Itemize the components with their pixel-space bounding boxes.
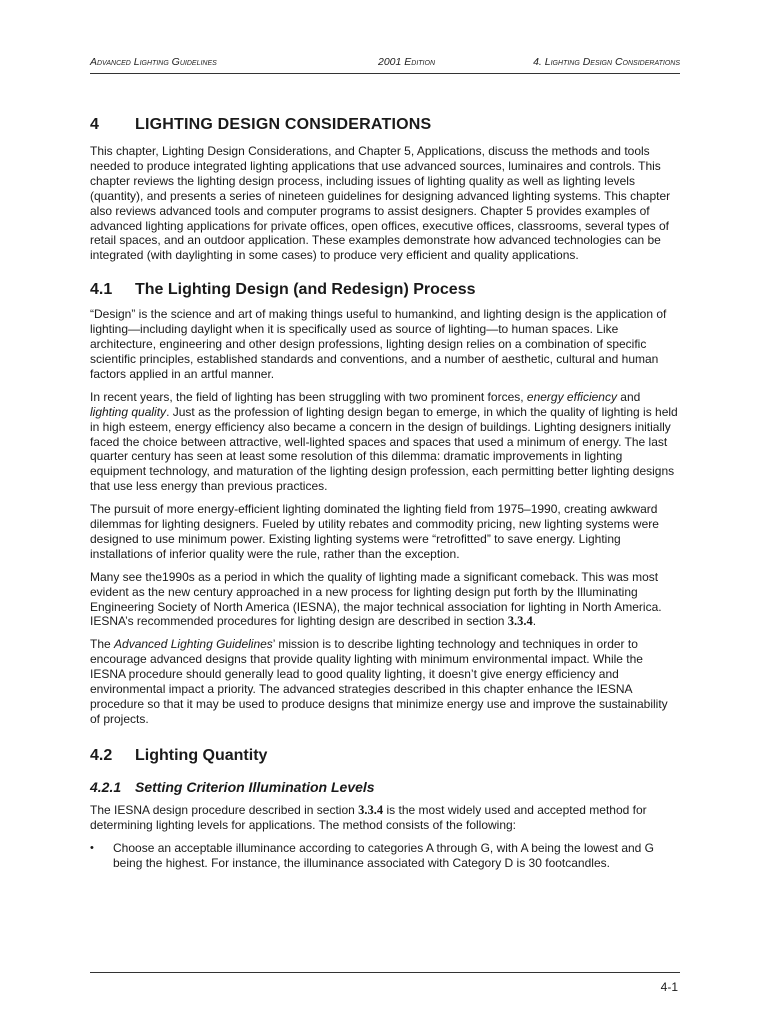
paragraph-design-definition: “Design” is the science and art of making things useful to humankind, and lighting design is the application of lighting—including daylight when it is specifically used as source of lighting—to human spaces. Like architecture, engineering and other design professions, lighting design relies on a combination of specific scientific principles, established standards and conventions, and a number of aesthetic, cultural and human factors applied in an artful manner.: [90, 307, 667, 381]
list-item-text: Choose an acceptable illuminance according to categories A through G, with A being the lowest and G being the highest. For instance, the illuminance associated with Category D is 30 footcandles.: [113, 840, 655, 870]
header-book-title: Advanced Lighting Guidelines: [90, 56, 217, 68]
chapter-number: 4: [90, 116, 100, 133]
footer-divider: [90, 972, 680, 973]
chapter-intro-paragraph: This chapter, Lighting Design Considerations, and Chapter 5, Applications, discuss the methods and tools needed to produce integrated lighting applications that use advanced sources, luminaires and controls. This chapter reviews the lighting design process, including issues of lighting quality as well as lighting levels (quantity), and presents a series of nineteen guidelines for designing advanced lighting systems. This chapter also reviews advanced tools and computer programs to assist designers. Chapter 5 provides examples of advanced lighting applications for private offices, open offices, executive offices, classrooms, several types of retail spaces, and an outdoor application. These examples demonstrate how advanced technologies can be integrated (with daylighting in some cases) to produce very efficient and quality applications.: [90, 144, 671, 263]
paragraph-recent-years: In recent years, the field of lighting has been struggling with two prominent forces, energy efficiency and lighting quality. Just as the profession of lighting design began to emerge, in which the quality of lighting is held in high esteem, energy efficiency also became a concern in the design of buildings. Lighting designers initially faced the choice between attractive, well-lighted spaces and spaces that used a minimum of energy. The last quarter century has seen at least some resolution of this dilemma: dramatic improvements in lighting equipment technology, and maturation of the lighting design profession, each permitting better lighting designs that use less energy than previous practices.: [90, 389, 678, 494]
section-reference: 3.3.4: [358, 802, 384, 817]
chapter-heading: [90, 116, 680, 134]
chapter-title: LIGHTING DESIGN CONSIDERATIONS: [135, 116, 432, 133]
header-edition: 2001 Edition: [378, 56, 435, 68]
paragraph-alg-mission: The Advanced Lighting Guidelines’ mission is to describe lighting technology and techniques in order to encourage advanced designs that provide quality lighting with minimum environmental impact. While the IESNA procedure should generally lead to good quality lighting, it doesn’t give energy efficiency and environmental impact a priority. The advanced strategies described in this chapter enhance the IESNA procedure so that it may be used to produce designs that minimize energy use and improve the sustainability of projects.: [90, 637, 668, 726]
paragraph-1990s-comeback: Many see the1990s as a period in which the quality of lighting made a significant comeback. This was most evident as the new century approached in a new process for lighting design put forth by the Illuminating Engineering Society of North America (IESNA), the major technical association for lighting in North America. IESNA’s recommended procedures for lighting design are described in section 3.3.4.: [90, 569, 662, 629]
header-divider: [90, 73, 680, 74]
section-number: 4.2: [90, 746, 113, 764]
section-title: Lighting Quantity: [135, 746, 268, 764]
emphasis-guidelines-title: Advanced Lighting Guidelines: [114, 637, 273, 652]
subsection-4-2-1-heading: [90, 779, 680, 795]
paragraph-energy-efficient-pursuit: The pursuit of more energy-efficient lighting dominated the lighting field from 1975–1990, creating awkward dilemmas for lighting designers. Fueled by utility rebates and commodity pricing, new lighting systems were designed to use minimum power. Existing lighting systems were “retrofitted” to save energy. Lighting installations of inferior quality were the rule, rather than the exception.: [90, 502, 659, 561]
section-number: 4.1: [90, 281, 113, 299]
running-header: [90, 56, 680, 72]
page-content: [90, 116, 680, 870]
bullet-list: [90, 841, 680, 871]
bullet-icon: •: [90, 841, 94, 854]
emphasis-energy-efficiency: energy efficiency: [526, 389, 617, 404]
paragraph-iesna-procedure: The IESNA design procedure described in section 3.3.4 is the most widely used and accepted method for determining lighting levels for applications. The method consists of the following:: [90, 802, 647, 832]
section-reference: 3.3.4: [507, 614, 533, 629]
subsection-number: 4.2.1: [90, 778, 122, 795]
list-item: [90, 841, 680, 871]
page-number: 4-1: [660, 980, 678, 994]
subsection-title: Setting Criterion Illumination Levels: [135, 778, 375, 795]
header-chapter-title: 4. Lighting Design Considerations: [533, 56, 680, 68]
section-4-1-heading: [90, 281, 680, 299]
section-4-2-heading: [90, 747, 680, 765]
section-title: The Lighting Design (and Redesign) Process: [135, 281, 476, 299]
emphasis-lighting-quality: lighting quality: [90, 404, 167, 419]
